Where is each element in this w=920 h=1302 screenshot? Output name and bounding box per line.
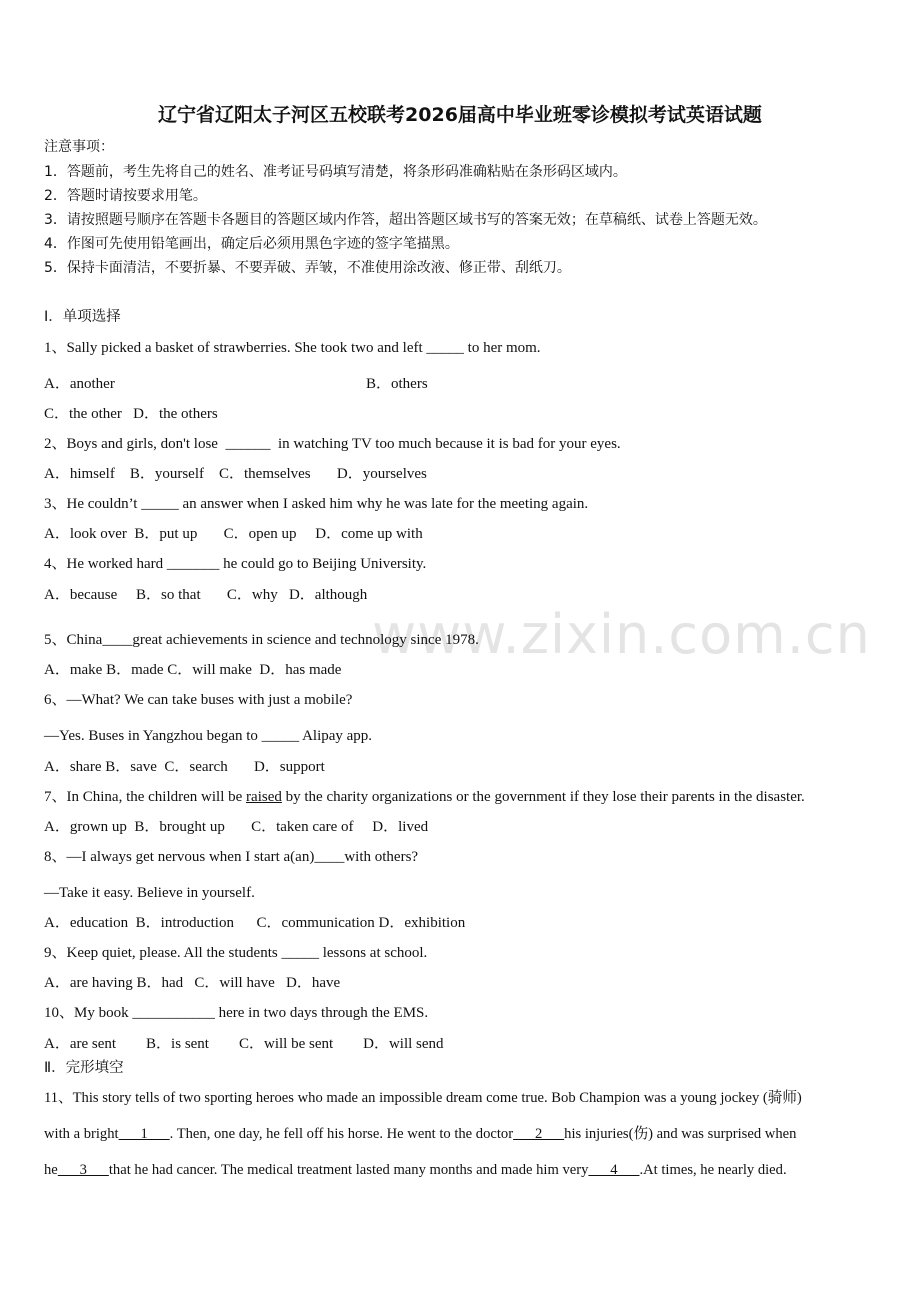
- section-single-choice: Ⅰ．单项选择: [44, 309, 121, 325]
- notice-item: 4．作图可先使用铅笔画出，确定后必须用黑色字迹的签字笔描黑。: [44, 236, 459, 252]
- question-1: 1、Sally picked a basket of strawberries. She took two and left _____ to her mom.: [44, 340, 541, 356]
- options: A．share B．save C．search D．support: [44, 759, 325, 775]
- question-5: 5、China____great achievements in science and technology since 1978.: [44, 632, 479, 648]
- watermark: www.zixin.com.cn: [372, 603, 871, 666]
- blank-1: 1: [118, 1126, 170, 1142]
- blank-3: 3: [57, 1162, 109, 1178]
- options: A．grown up B．brought up C．taken care of D．lived: [44, 819, 429, 835]
- dialogue-reply: —Yes. Buses in Yangzhou began to _____ Alipay app.: [44, 728, 373, 744]
- notice-item: 1．答题前，考生先将自己的姓名、准考证号码填写清楚，将条形码准确粘贴在条形码区域内。: [44, 164, 627, 180]
- underlined-word: raised: [246, 789, 282, 805]
- section-cloze: Ⅱ．完形填空: [44, 1060, 124, 1076]
- question-6: 6、—What? We can take buses with just a mobile?: [44, 692, 353, 708]
- page-title: 辽宁省辽阳太子河区五校联考2026届高中毕业班零诊模拟考试英语试题: [158, 104, 762, 126]
- options: A．are having B．had C．will have D．have: [44, 975, 341, 991]
- options: A．education B．introduction C．communication D．exhibition: [44, 915, 466, 931]
- blank-2: 2: [513, 1126, 565, 1142]
- option-b: B．others: [366, 376, 428, 392]
- passage-line: with a bright 1 . Then, one day, he fell off his horse. He went to the doctor 2 his injuries(伤) and was surprised when: [44, 1126, 797, 1142]
- options: A．because B．so that C．why D．although: [44, 587, 368, 603]
- options: C．the other D．the others: [44, 406, 218, 422]
- notice-item: 2．答题时请按要求用笔。: [44, 188, 207, 204]
- notice-item: 3．请按照题号顺序在答题卡各题目的答题区域内作答，超出答题区域书写的答案无效；在草稿纸、试卷上答题无效。: [44, 212, 767, 228]
- question-4: 4、He worked hard _______ he could go to Beijing University.: [44, 556, 427, 572]
- question-8: 8、—I always get nervous when I start a(an)____with others?: [44, 849, 419, 865]
- options: A．himself B．yourself C．themselves D．yourselves: [44, 466, 427, 482]
- passage-line: he 3 that he had cancer. The medical treatment lasted many months and made him very 4 .At times, he nearly died.: [44, 1162, 787, 1178]
- blank-4: 4: [588, 1162, 640, 1178]
- question-2: 2、Boys and girls, don't lose ______ in watching TV too much because it is bad for your eyes.: [44, 436, 621, 452]
- notice-heading: 注意事项：: [44, 139, 114, 155]
- notice-item: 5．保持卡面清洁，不要折暴、不要弄破、弄皱，不准使用涂改液、修正带、刮纸刀。: [44, 260, 571, 276]
- options: A．are sent B．is sent C．will be sent D．will send: [44, 1036, 444, 1052]
- options: A．make B．made C．will make D．has made: [44, 662, 342, 678]
- question-10: 10、My book ___________ here in two days through the EMS.: [44, 1005, 429, 1021]
- question-7: 7、In China, the children will be raised by the charity organizations or the government if they lose their parents in the disaster.: [44, 789, 805, 805]
- question-9: 9、Keep quiet, please. All the students _____ lessons at school.: [44, 945, 428, 961]
- option-a: A．another: [44, 376, 115, 392]
- options: A．look over B．put up C．open up D．come up with: [44, 526, 423, 542]
- passage-line: 11、This story tells of two sporting heroes who made an impossible dream come true. Bob Champion was a young jockey (骑师): [44, 1090, 802, 1106]
- dialogue-reply: —Take it easy. Believe in yourself.: [44, 885, 255, 901]
- question-3: 3、He couldn’t _____ an answer when I asked him why he was late for the meeting again.: [44, 496, 589, 512]
